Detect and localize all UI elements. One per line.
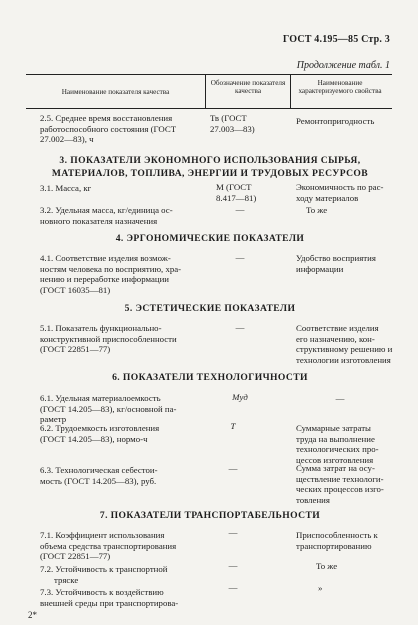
row-6-2-name: 6.2. Трудоемкость изготовления (ГОСТ 14.205—83), нормо-ч <box>40 423 160 444</box>
column-header-symbol: Обозначение показателя качества <box>210 79 286 95</box>
row-6-2-symbol: Т <box>230 421 236 431</box>
row-2-5-symbol: Тв (ГОСТ 27.003—83) <box>210 113 255 134</box>
row-3-1-property: Экономичность по рас- ходу материалов <box>296 182 384 203</box>
row-7-2-name: 7.2. Устойчивость к транспортной тряске <box>40 564 168 585</box>
row-3-2-symbol: — <box>235 204 245 214</box>
page-header: ГОСТ 4.195—85 Стр. 3 <box>282 34 390 45</box>
row-7-1-name: 7.1. Коэффициент использования объема средства транспортирования (ГОСТ 22851—77) <box>40 530 177 562</box>
section-6-title: 6. ПОКАЗАТЕЛИ ТЕХНОЛОГИЧНОСТИ <box>112 372 308 383</box>
section-3-title: 3. ПОКАЗАТЕЛИ ЭКОНОМНОГО ИСПОЛЬЗОВАНИЯ СЫРЬЯ, МАТЕРИАЛОВ, ТОПЛИВА, ЭНЕРГИИ И ТРУДОВЫХ РЕСУРСОВ <box>51 155 369 179</box>
table-header-rule <box>26 108 392 109</box>
row-4-1-symbol: — <box>235 252 245 262</box>
row-3-1-name: 3.1. Масса, кг <box>40 183 92 193</box>
row-6-3-symbol: — <box>228 463 238 473</box>
column-header-name: Наименование показателя качества <box>61 88 170 96</box>
row-4-1-property: Удобство восприятия информации <box>296 253 376 274</box>
row-2-5-property: Ремонтопригодность <box>296 116 375 126</box>
table-top-rule <box>26 74 392 75</box>
row-3-1-symbol: М (ГОСТ 8.417—81) <box>216 182 257 203</box>
row-7-3-property: » <box>318 583 323 593</box>
section-4-title: 4. ЭРГОНОМИЧЕСКИЕ ПОКАЗАТЕЛИ <box>115 233 305 244</box>
row-4-1-name: 4.1. Соответствие изделия возмож- ностям человека по восприятию, хра- нению и переработке информации (ГОСТ 16035—81) <box>40 253 182 295</box>
row-2-5-name: 2.5. Среднее время восстановления работоспособного состояния (ГОСТ 27.002—83), ч <box>40 113 177 145</box>
section-5-title: 5. ЭСТЕТИЧЕСКИЕ ПОКАЗАТЕЛИ <box>124 303 296 314</box>
row-3-2-name: 3.2. Удельная масса, кг/единица ос- новного показателя назначения <box>40 205 173 226</box>
row-6-3-name: 6.3. Технологическая себестои- мость (ГОСТ 14.205—83), руб. <box>40 465 158 486</box>
row-7-2-property: То же <box>316 561 338 571</box>
row-5-1-name: 5.1. Показатель функционально- конструктивной приспособленности (ГОСТ 22851—77) <box>40 323 177 355</box>
row-3-2-property: То же <box>306 205 328 215</box>
table-continuation-label: Продолжение табл. 1 <box>296 60 390 71</box>
column-divider-2 <box>290 74 291 108</box>
row-6-2-property: Суммарные затраты труда на выполнение технологических про- цессов изготовления <box>296 423 379 465</box>
row-7-1-symbol: — <box>228 527 238 537</box>
row-6-1-symbol: Муд <box>232 392 248 402</box>
row-6-1-property: — <box>335 393 345 403</box>
column-divider-1 <box>205 74 206 108</box>
page-mark: 2* <box>28 610 37 620</box>
row-5-1-property: Соответствие изделия его назначению, кон- структивному решению и технологии изготовления <box>296 323 393 365</box>
row-7-3-symbol: — <box>228 582 238 592</box>
row-7-2-symbol: — <box>228 560 238 570</box>
row-5-1-symbol: — <box>235 322 245 332</box>
row-7-3-name: 7.3. Устойчивость к воздействию внешней среды при транспортирова- <box>40 587 179 608</box>
row-7-1-property: Приспособленность к транспортированию <box>296 530 378 551</box>
row-6-1-name: 6.1. Удельная материалоемкость (ГОСТ 14.205—83), кг/основной па- раметр <box>40 393 177 425</box>
row-6-3-property: Сумма затрат на осу- ществление технологи- ческих процессов изго- товления <box>296 463 384 505</box>
column-header-property: Наименование характеризуемого свойства <box>298 79 382 95</box>
section-7-title: 7. ПОКАЗАТЕЛИ ТРАНСПОРТАБЕЛЬНОСТИ <box>99 510 321 521</box>
